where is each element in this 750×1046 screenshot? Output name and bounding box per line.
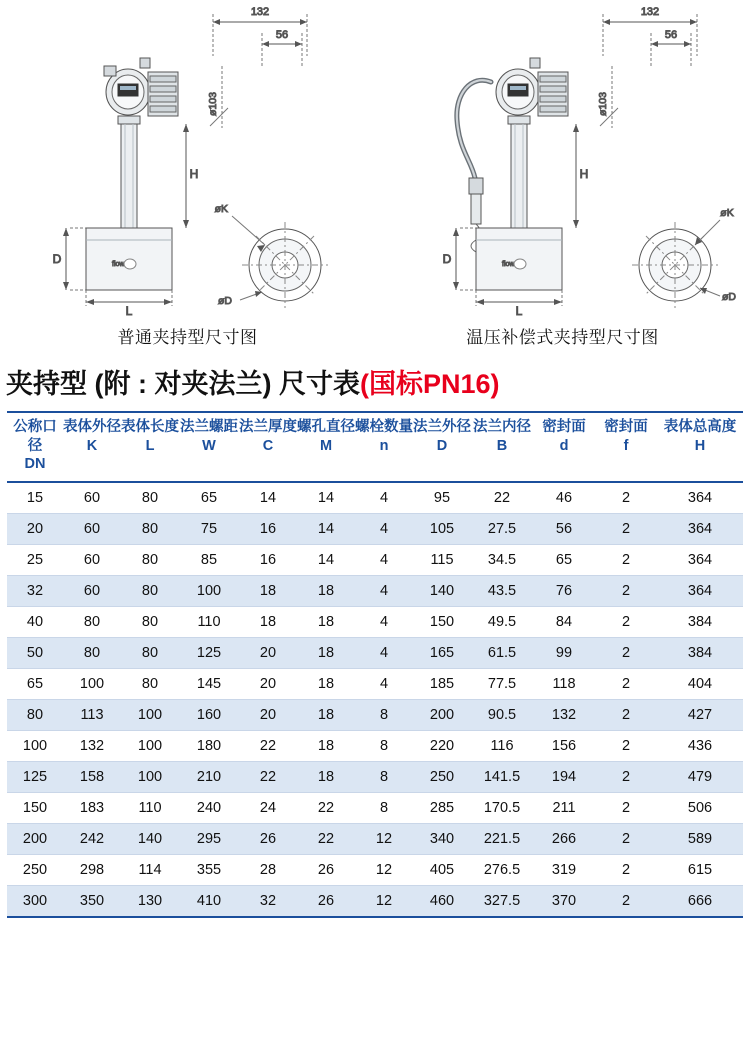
table-cell-m: 18 [297,575,355,606]
table-row [7,575,743,606]
col-header-b: 法兰内径 B [471,412,533,482]
table-cell-d: 56 [533,513,595,544]
table-cell-b: 170.5 [471,792,533,823]
dim-label-56: 56 [275,29,289,41]
table-cell-f: 2 [595,730,657,761]
table-cell-d: 250 [413,761,471,792]
table-cell-dn: 40 [7,606,63,637]
table-cell-d: 46 [533,482,595,514]
table-cell-m: 18 [297,730,355,761]
dim-label-L: L [515,304,523,318]
col-header-w: 法兰螺距 W [179,412,239,482]
table-cell-b: 43.5 [471,575,533,606]
page-title [6,362,750,401]
table-cell-k: 60 [63,544,121,575]
table-cell-k: 100 [63,668,121,699]
table-cell-n: 8 [355,699,413,730]
table-cell-m: 26 [297,854,355,885]
table-cell-c: 20 [239,637,297,668]
table-cell-f: 2 [595,854,657,885]
table-row [7,823,743,854]
table-cell-w: 160 [179,699,239,730]
table-cell-n: 8 [355,792,413,823]
table-row [7,544,743,575]
table-cell-h: 404 [657,668,743,699]
compensated-clamp-drawing [375,0,750,330]
drawing-caption-compensated: 温压补偿式夹持型尺寸图 [466,328,659,347]
table-cell-b: 27.5 [471,513,533,544]
dim-label-56: 56 [664,29,678,41]
table-cell-n: 4 [355,544,413,575]
table-cell-dn: 125 [7,761,63,792]
table-cell-w: 125 [179,637,239,668]
dim-label-diameter-K: øK [214,203,228,215]
table-cell-d: 370 [533,885,595,917]
table-cell-b: 49.5 [471,606,533,637]
table-cell-h: 364 [657,482,743,514]
table-cell-f: 2 [595,513,657,544]
table-cell-n: 8 [355,730,413,761]
table-cell-d: 84 [533,606,595,637]
table-row [7,761,743,792]
table-row [7,637,743,668]
table-cell-n: 4 [355,575,413,606]
table-cell-l: 100 [121,761,179,792]
table-cell-c: 22 [239,730,297,761]
table-cell-b: 90.5 [471,699,533,730]
col-header-dn: 公称口径 DN [7,412,63,482]
table-cell-dn: 300 [7,885,63,917]
table-cell-m: 26 [297,885,355,917]
table-cell-m: 18 [297,761,355,792]
table-cell-b: 61.5 [471,637,533,668]
table-cell-d: 194 [533,761,595,792]
table-cell-d: 150 [413,606,471,637]
table-cell-m: 14 [297,544,355,575]
table-cell-d: 340 [413,823,471,854]
table-cell-dn: 200 [7,823,63,854]
table-cell-b: 327.5 [471,885,533,917]
table-cell-f: 2 [595,482,657,514]
table-cell-w: 65 [179,482,239,514]
col-header-h: 表体总高度 H [657,412,743,482]
table-cell-l: 140 [121,823,179,854]
table-cell-w: 110 [179,606,239,637]
dim-label-H: H [579,167,589,181]
table-cell-h: 364 [657,513,743,544]
table-row [7,699,743,730]
table-row [7,854,743,885]
table-cell-d: 460 [413,885,471,917]
table-cell-k: 350 [63,885,121,917]
table-cell-d: 105 [413,513,471,544]
table-cell-f: 2 [595,792,657,823]
table-cell-k: 132 [63,730,121,761]
table-cell-c: 18 [239,606,297,637]
page-title-main: 夹持型 (附 : 对夹法兰) 尺寸表 [6,369,360,399]
dim-label-diameter-D-flange: øD [218,295,232,307]
table-cell-c: 28 [239,854,297,885]
table-cell-f: 2 [595,544,657,575]
dim-label-D: D [52,252,62,266]
table-cell-n: 8 [355,761,413,792]
table-cell-n: 4 [355,482,413,514]
table-cell-n: 4 [355,637,413,668]
table-cell-c: 18 [239,575,297,606]
table-cell-m: 18 [297,606,355,637]
table-cell-h: 384 [657,637,743,668]
col-header-l: 表体长度 L [121,412,179,482]
table-cell-l: 110 [121,792,179,823]
table-cell-d: 285 [413,792,471,823]
table-cell-h: 364 [657,544,743,575]
table-cell-l: 100 [121,699,179,730]
table-cell-k: 242 [63,823,121,854]
dim-label-diameter-D-flange: øD [722,291,736,303]
table-cell-d: 99 [533,637,595,668]
table-cell-b: 22 [471,482,533,514]
table-cell-d: 95 [413,482,471,514]
table-row [7,668,743,699]
table-cell-dn: 65 [7,668,63,699]
dim-label-diameter-103: ø103 [597,92,609,116]
table-cell-d: 165 [413,637,471,668]
table-cell-h: 384 [657,606,743,637]
table-cell-c: 22 [239,761,297,792]
table-cell-l: 80 [121,637,179,668]
table-cell-k: 113 [63,699,121,730]
table-cell-l: 114 [121,854,179,885]
table-cell-m: 18 [297,699,355,730]
table-cell-d: 132 [533,699,595,730]
table-cell-dn: 20 [7,513,63,544]
table-cell-h: 479 [657,761,743,792]
table-cell-dn: 100 [7,730,63,761]
table-cell-n: 4 [355,606,413,637]
table-cell-h: 615 [657,854,743,885]
table-cell-b: 141.5 [471,761,533,792]
table-cell-n: 12 [355,885,413,917]
table-cell-dn: 25 [7,544,63,575]
table-cell-d: 76 [533,575,595,606]
dimension-spec-table [7,411,743,918]
table-cell-b: 77.5 [471,668,533,699]
table-cell-w: 180 [179,730,239,761]
dim-label-132: 132 [640,6,660,18]
table-cell-dn: 32 [7,575,63,606]
table-cell-n: 12 [355,854,413,885]
table-cell-l: 80 [121,575,179,606]
table-cell-k: 60 [63,575,121,606]
table-cell-f: 2 [595,885,657,917]
table-cell-m: 22 [297,823,355,854]
drawing-caption-standard: 普通夹持型尺寸图 [117,328,258,347]
table-cell-l: 80 [121,513,179,544]
table-cell-b: 276.5 [471,854,533,885]
table-cell-k: 60 [63,513,121,544]
table-cell-d: 65 [533,544,595,575]
dim-label-132: 132 [250,6,270,18]
table-cell-h: 506 [657,792,743,823]
table-cell-h: 589 [657,823,743,854]
table-row [7,792,743,823]
table-cell-l: 80 [121,606,179,637]
body-brand-text: flow [112,261,125,268]
table-cell-w: 410 [179,885,239,917]
table-cell-d: 211 [533,792,595,823]
table-cell-h: 436 [657,730,743,761]
table-cell-d: 200 [413,699,471,730]
table-cell-w: 295 [179,823,239,854]
table-cell-f: 2 [595,699,657,730]
table-cell-w: 85 [179,544,239,575]
col-header-seal-f: 密封面 f [595,412,657,482]
drawing-panel-standard [0,0,375,360]
table-cell-l: 80 [121,482,179,514]
table-cell-l: 80 [121,668,179,699]
table-cell-c: 16 [239,544,297,575]
table-cell-h: 666 [657,885,743,917]
table-cell-k: 60 [63,482,121,514]
table-cell-dn: 50 [7,637,63,668]
table-cell-k: 298 [63,854,121,885]
table-cell-m: 22 [297,792,355,823]
table-cell-h: 364 [657,575,743,606]
table-cell-c: 26 [239,823,297,854]
col-header-k: 表体外径 K [63,412,121,482]
table-cell-d: 185 [413,668,471,699]
table-cell-d: 319 [533,854,595,885]
table-cell-w: 240 [179,792,239,823]
drawing-panel-compensated [375,0,750,360]
table-cell-d: 266 [533,823,595,854]
table-cell-b: 116 [471,730,533,761]
table-cell-w: 100 [179,575,239,606]
table-cell-n: 12 [355,823,413,854]
table-cell-dn: 150 [7,792,63,823]
table-cell-f: 2 [595,606,657,637]
table-header-row [7,412,743,482]
table-cell-h: 427 [657,699,743,730]
standard-clamp-drawing [0,0,375,330]
table-cell-b: 34.5 [471,544,533,575]
table-cell-k: 183 [63,792,121,823]
dim-label-H: H [189,167,199,181]
table-row [7,606,743,637]
table-cell-w: 355 [179,854,239,885]
col-header-c: 法兰厚度 C [239,412,297,482]
dim-label-diameter-K: øK [720,207,734,219]
table-cell-l: 80 [121,544,179,575]
table-cell-n: 4 [355,513,413,544]
table-cell-w: 210 [179,761,239,792]
table-cell-c: 20 [239,668,297,699]
table-cell-c: 32 [239,885,297,917]
table-cell-m: 18 [297,637,355,668]
table-cell-n: 4 [355,668,413,699]
table-cell-d: 140 [413,575,471,606]
col-header-d-outer: 法兰外径 D [413,412,471,482]
table-cell-f: 2 [595,668,657,699]
table-row [7,730,743,761]
dim-label-D: D [442,252,452,266]
table-cell-b: 221.5 [471,823,533,854]
table-cell-dn: 15 [7,482,63,514]
table-cell-k: 80 [63,637,121,668]
table-cell-f: 2 [595,823,657,854]
table-cell-k: 158 [63,761,121,792]
table-cell-d: 115 [413,544,471,575]
table-cell-d: 405 [413,854,471,885]
table-cell-w: 75 [179,513,239,544]
table-cell-w: 145 [179,668,239,699]
col-header-seal-d: 密封面 d [533,412,595,482]
table-cell-c: 16 [239,513,297,544]
table-cell-dn: 250 [7,854,63,885]
table-cell-m: 14 [297,513,355,544]
table-cell-c: 24 [239,792,297,823]
table-cell-l: 130 [121,885,179,917]
dim-label-L: L [125,304,133,318]
table-cell-f: 2 [595,575,657,606]
table-cell-f: 2 [595,637,657,668]
table-row [7,482,743,514]
table-cell-d: 156 [533,730,595,761]
body-brand-text: flow [502,261,515,268]
table-cell-dn: 80 [7,699,63,730]
table-cell-f: 2 [595,761,657,792]
table-row [7,513,743,544]
table-cell-d: 220 [413,730,471,761]
table-cell-c: 14 [239,482,297,514]
table-row [7,885,743,917]
table-body [7,482,743,917]
table-cell-l: 100 [121,730,179,761]
col-header-m: 螺孔直径 M [297,412,355,482]
page-title-standard: (国标PN16) [359,369,500,399]
table-cell-k: 80 [63,606,121,637]
dim-label-diameter-103: ø103 [207,92,219,116]
table-cell-d: 118 [533,668,595,699]
table-cell-m: 14 [297,482,355,514]
table-cell-c: 20 [239,699,297,730]
dimension-drawings [0,0,750,360]
table-cell-m: 18 [297,668,355,699]
col-header-n: 螺栓数量 n [355,412,413,482]
